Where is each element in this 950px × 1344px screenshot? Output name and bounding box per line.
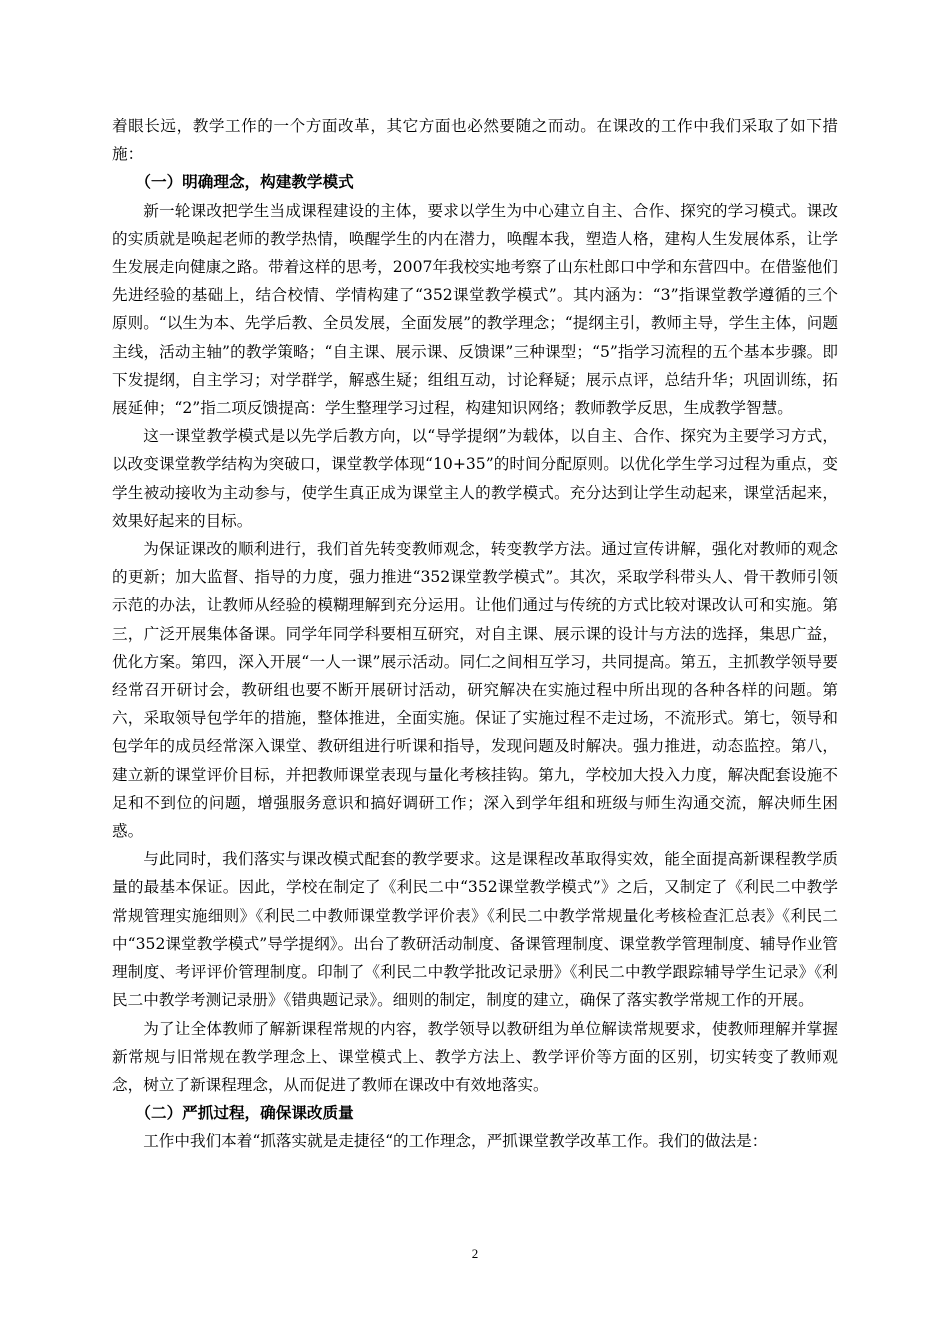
paragraph-requirements: 与此同时，我们落实与课改模式配套的教学要求。这是课程改革取得实效，能全面提高新课程教学质量的最基本保证。因此，学校在制定了《利民二中“352课堂教学模式”》之后，又制定了《利民二中教学常规管理实施细则》《利民二中教师课堂教学评价表》《利民二中教学常规量化考核检查汇总表》《利民二中“352课堂教学模式”导学提纲》。出台了教研活动制度、备课管理制度、课堂教学管理制度、辅导作业管理制度、考评评价管理制度。印制了《利民二中教学批改记录册》《利民二中教学跟踪辅导学生记录》《利民二中教学考测记录册》《错典题记录》。细则的制定，制度的建立，确保了落实教学常规工作的开展。: [112, 850, 838, 1010]
section-heading-1: （一）明确理念，构建教学模式: [135, 173, 354, 192]
paragraph-352-model: 新一轮课改把学生当成课程建设的主体，要求以学生为中心建立自主、合作、探究的学习模式。课改的实质就是唤起老师的教学热情，唤醒学生的内在潜力，唤醒本我，塑造人格，建构人生发展体系，让学生发展走向健康之路。带着这样的思考，2007年我校实地考察了山东杜郎口中学和东营四中。在借鉴他们先进经验的基础上，结合校情、学情构建了“352课堂教学模式”。其内涵为：“3”指课堂教学遵循的三个原则。“以生为本、先学后教、全员发展，全面发展”的教学理念；“提纲主引，教师主导，学生主体，问题主线，活动主轴”的教学策略；“自主课、展示课、反馈课”三种课型；“5”指学习流程的五个基本步骤。即下发提纲，自主学习；对学群学，解惑生疑；组组互动，讨论释疑；展示点评，总结升华；巩固训练，拓展延伸；“2”指二项反馈提高：学生整理学习过程，构建知识网络；教师教学反思，生成教学智慧。: [112, 201, 838, 418]
paragraph-model-description: 这一课堂教学模式是以先学后教方向，以“导学提纲”为载体，以自主、合作、探究为主要学习方式，以改变课堂教学结构为突破口，课堂教学体现“10+35”的时间分配原则。以优化学生学习过程为重点，变学生被动接收为主动参与，使学生真正成为课堂主人的教学模式。充分达到让学生动起来，课堂活起来，效果好起来的目标。: [112, 427, 838, 530]
page-number: 2: [471, 1246, 479, 1261]
section-heading-2: （二）严抓过程，确保课改质量: [135, 1104, 354, 1123]
paragraph-intro: 着眼长远，教学工作的一个方面改革，其它方面也必然要随之而动。在课改的工作中我们采取了如下措施：: [112, 117, 838, 164]
paragraph-teacher-understanding: 为了让全体教师了解新课程常规的内容，教学领导以教研组为单位解读常规要求，使教师理解并掌握新常规与旧常规在教学理念上、课堂模式上、教学方法上、教学评价等方面的区别，切实转变了教师观念，树立了新课程理念，从而促进了教师在课改中有效地落实。: [112, 1019, 838, 1094]
paragraph-approach: 工作中我们本着“抓落实就是走捷径“的工作理念，严抓课堂教学改革工作。我们的做法是：: [143, 1132, 768, 1151]
document-body: [112, 112, 838, 1156]
paragraph-measures: 为保证课改的顺利进行，我们首先转变教师观念，转变教学方法。通过宣传讲解，强化对教师的观念的更新；加大监督、指导的力度，强力推进“352课堂教学模式”。其次，采取学科带头人、骨干教师引领示范的办法，让教师从经验的模糊理解到充分运用。让他们通过与传统的方式比较对课改认可和实施。第三，广泛开展集体备课。同学年同学科要相互研究，对自主课、展示课的设计与方法的选择，集思广益，优化方案。第四，深入开展“一人一课”展示活动。同仁之间相互学习，共同提高。第五，主抓教学领导要经常召开研讨会，教研组也要不断开展研讨活动，研究解决在实施过程中所出现的各种各样的问题。第六，采取领导包学年的措施，整体推进，全面实施。保证了实施过程不走过场，不流形式。第七，领导和包学年的成员经常深入课堂、教研组进行听课和指导，发现问题及时解决。强力推进，动态监控。第八，建立新的课堂评价目标，并把教师课堂表现与量化考核挂钩。第九，学校加大投入力度，解决配套设施不足和不到位的问题，增强服务意识和搞好调研工作；深入到学年组和班级与师生沟通交流，解决师生困惑。: [112, 540, 838, 841]
